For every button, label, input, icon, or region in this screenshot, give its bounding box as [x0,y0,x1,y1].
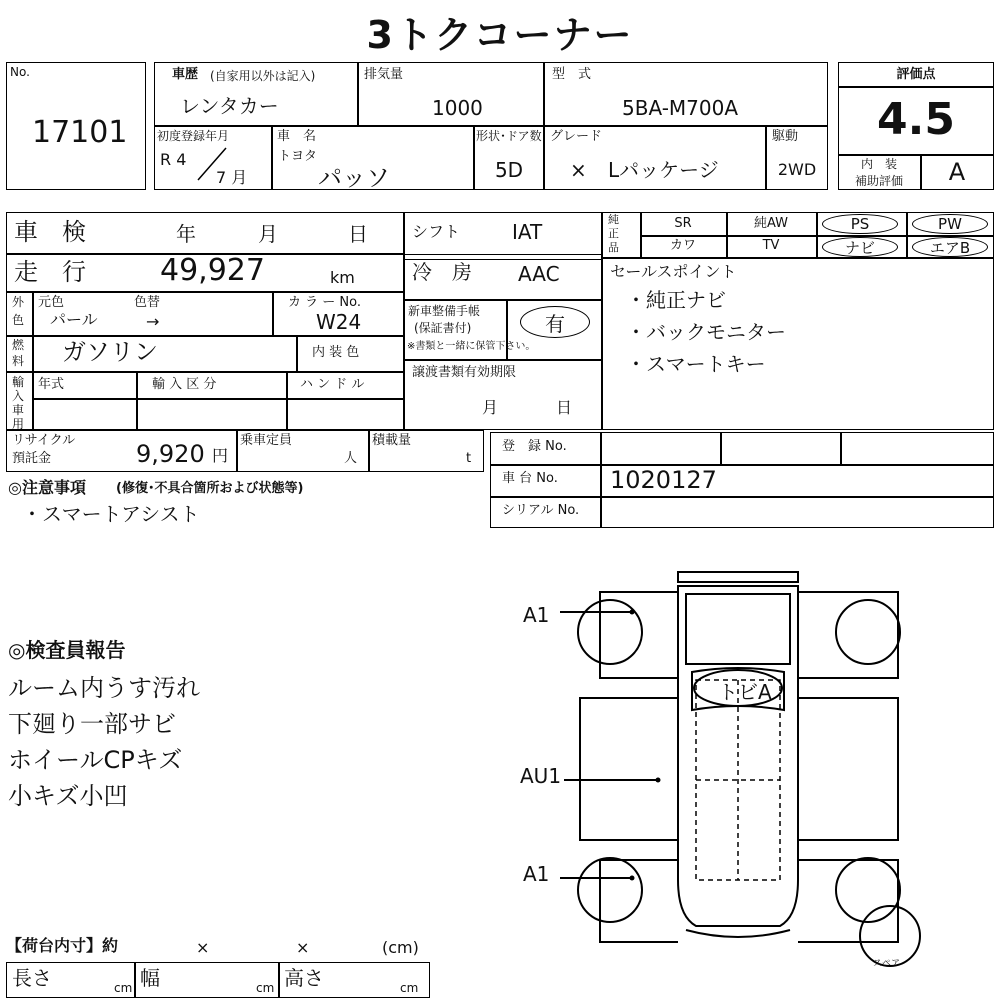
reg-div-v1 [600,432,602,528]
import-div-1 [32,372,34,430]
car-model: パッソ [318,164,390,192]
recycle-div-1 [236,430,238,472]
color-no-label: カ ラ ー No. [288,295,361,310]
ac-label: 冷 房 [412,260,472,284]
import-label-3: 車 [12,403,25,417]
label-au1: AU1 [520,764,562,788]
cargo-height-label: 高さ [284,966,324,990]
chassis-no-label: 車 台 No. [502,471,558,486]
recycle-value: 9,920 [136,440,205,468]
recycle-label-2: 預託金 [12,451,52,466]
model-code-value: 5BA-M700A [622,96,739,120]
interior-value: A [948,158,966,186]
maintenance-label-2: (保証書付) [414,321,472,335]
score-divider-2 [838,154,994,156]
recycle-div-2 [368,430,370,472]
shaken-label: 車 検 [14,218,86,246]
grade-mark: × [570,158,587,182]
fuel-label-line2: 料 [12,354,25,368]
score-label: 評価点 [896,67,936,82]
history-value: レンタカー [180,94,279,118]
import-div-h [32,398,404,400]
transfer-label: 譲渡書類有効期限 [412,365,517,380]
displacement-value: 1000 [432,96,483,120]
inspector-item-3: 小キズ小凹 [8,782,128,810]
sales-point-0: ・純正ナビ [626,288,726,312]
fuel-value: ガソリン [62,338,158,366]
cargo-length-label: 長さ [12,966,52,990]
cargo-box [6,962,430,998]
equip-pw: PW [912,214,988,234]
import-div-label: 輸 入 区 分 [152,377,217,392]
cargo-width-label: 幅 [140,966,160,990]
body-doors-value: 5D [494,158,524,182]
first-reg-label: 初度登録年月 [157,129,230,143]
car-maker: トヨタ [278,149,318,164]
cargo-width-unit: cm [256,981,275,995]
cargo-mult-1: × [196,938,210,957]
drive-label: 駆動 [772,129,799,144]
fuel-div-1 [32,336,34,372]
history-sub: (自家用以外は記入) [210,69,316,83]
score-value: 4.5 [877,94,955,145]
genuine-label-3: 品 [608,241,619,254]
mileage-unit: km [330,268,355,287]
maintenance-label-1: 新車整備手帳 [408,304,481,318]
equip-ps: PS [822,214,898,234]
history-label: 車歴 [172,67,199,82]
cargo-length-unit: cm [114,981,133,995]
grade-label: グレード [550,129,603,144]
transfer-month: 月 [482,398,499,417]
no-label: No. [10,65,30,79]
equip-kawa: カワ [669,238,696,253]
interior-label-2: 補助評価 [854,174,903,188]
sales-point-box [602,258,994,430]
equip-airbag: エアB [912,237,988,257]
roof-mark: トビA [718,680,772,704]
import-label-2: 入 [12,389,25,403]
load-unit: t [466,451,472,466]
equip-tv: TV [762,238,780,253]
color-div-1 [32,292,34,336]
shaken-year: 年 [176,222,196,246]
interior-color-label: 内 装 色 [312,345,360,360]
inspector-item-1: 下廻り一部サビ [8,710,176,738]
transfer-day: 日 [556,398,573,417]
inspector-item-0: ルーム内うす汚れ [8,674,200,702]
import-div-3 [286,372,288,430]
base-color-value: パール [50,310,98,329]
recycle-label-1: リサイクル [12,433,76,448]
label-a1-top: A1 [523,603,550,627]
cargo-div-1 [134,962,136,998]
fuel-label-line1: 燃 [12,338,25,352]
color-no-value: W24 [316,310,362,334]
first-reg-month: 7 月 [216,168,248,187]
mileage-label: 走 行 [14,258,86,286]
first-reg-era: R 4 [160,150,187,169]
chassis-no-value: 1020127 [610,466,717,494]
cargo-title: 【荷台内寸】約 [6,936,119,955]
shift-value: IAT [512,220,543,244]
year-label: 年式 [38,377,65,392]
cargo-height-unit: cm [400,981,419,995]
sales-point-1: ・バックモニター [626,320,786,344]
color-change-label: 色替 [134,295,161,310]
equip-div-2 [816,212,818,258]
car-diagram [500,560,1000,980]
equip-aw: 純AW [753,216,789,231]
spare-label: スペア [873,959,901,969]
handle-label: ハ ン ド ル [300,377,365,392]
inspector-title: ◎検査員報告 [8,638,126,662]
exterior-label-line2: 色 [12,313,25,327]
caution-sub: (修復･不具合箇所および状態等) [116,481,304,496]
no-value: 17101 [32,115,128,150]
shaken-month: 月 [258,222,278,246]
fuel-div-2 [296,336,298,372]
model-code-label: 型 式 [552,67,592,82]
reg-no-label: 登 録 No. [502,439,567,454]
capacity-label: 乗車定員 [240,433,293,448]
import-label-1: 輸 [12,375,25,389]
color-div-2 [272,292,274,336]
drive-value: 2WD [777,160,817,179]
capacity-unit: 人 [344,451,358,466]
cargo-unit-paren: (cm) [382,938,419,957]
genuine-label-1: 純 [608,213,619,226]
reg-div-h2 [490,496,994,498]
equip-sr: SR [674,216,692,231]
displacement-label: 排気量 [364,67,404,82]
maintenance-note: ※書類と一緒に保管下さい。 [407,341,536,352]
reg-div-v3 [840,432,842,464]
inspector-item-2: ホイールCPキズ [8,746,183,774]
body-doors-label: 形状･ドア数 [476,129,542,143]
base-color-label: 元色 [38,295,65,310]
recycle-unit: 円 [212,446,229,465]
exterior-label-line1: 外 [12,295,25,309]
import-label-4: 用 [12,417,25,431]
equip-navi: ナビ [822,237,898,257]
caution-label: ◎注意事項 [8,478,86,497]
mileage-value: 49,927 [160,253,265,288]
sales-point-2: ・スマートキー [626,352,766,376]
score-divider-1 [838,86,994,88]
label-a1-bottom: A1 [523,862,550,886]
genuine-label-2: 正 [608,227,619,240]
cargo-div-2 [278,962,280,998]
equip-div-3 [906,212,908,258]
car-name-label: 車 名 [277,129,317,144]
reg-div-v2 [720,432,722,464]
load-label: 積載量 [372,433,412,448]
shaken-day: 日 [348,222,368,246]
reg-div-h1 [490,464,994,466]
serial-no-label: シリアル No. [502,503,580,518]
sales-point-label: セールスポイント [610,262,737,281]
grade-value: Lパッケージ [608,158,719,182]
import-div-2 [136,372,138,430]
interior-label-1: 内 装 [860,157,897,171]
page-title: 3トクコーナー [366,13,634,57]
caution-item-0: ・スマートアシスト [22,502,200,526]
shift-label: シフト [412,222,461,241]
color-change-arrow: → [146,312,160,331]
maintenance-value: 有 [520,306,590,338]
ac-value: AAC [518,262,560,286]
cargo-mult-2: × [296,938,310,957]
